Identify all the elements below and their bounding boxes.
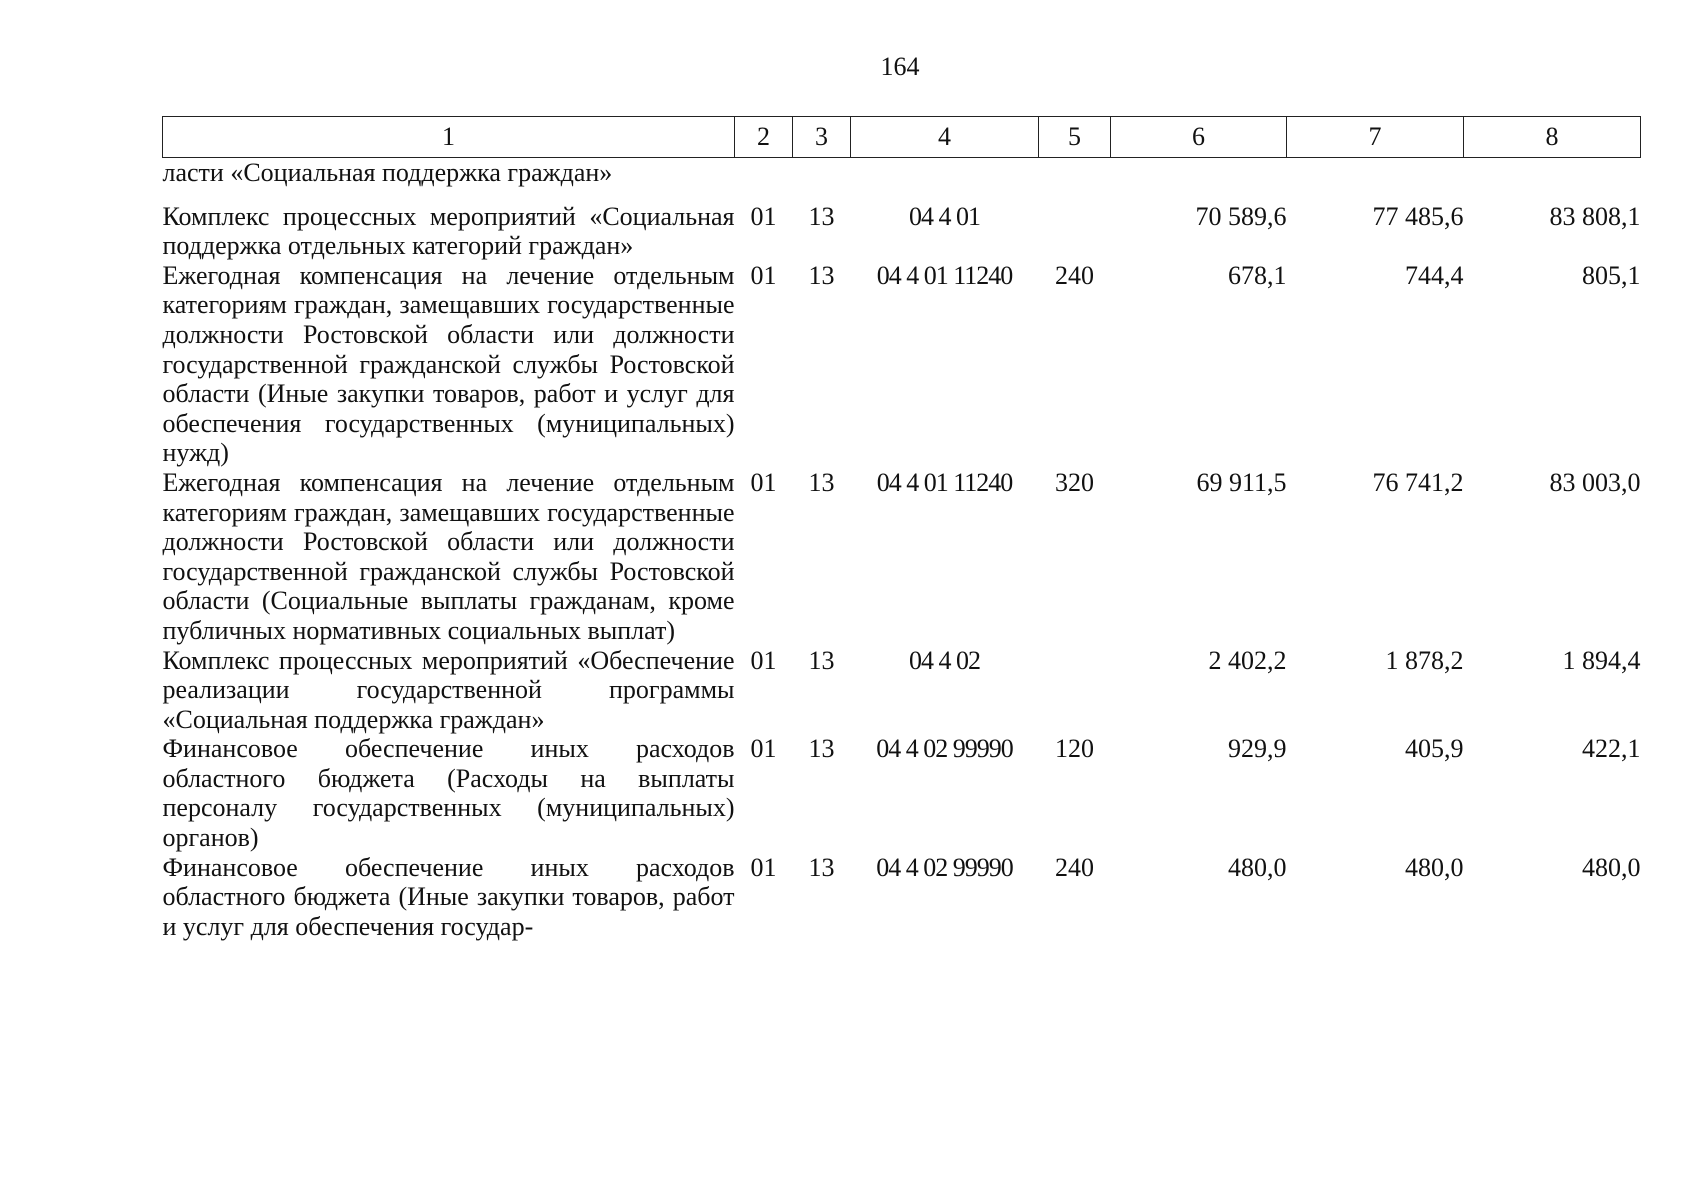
row-y2: 76 741,2 xyxy=(1372,467,1464,497)
column-header: 2 xyxy=(735,117,793,158)
row-vr xyxy=(1039,202,1111,261)
row-name: Комплекс процессных мероприятий «Социальная поддержка отдельных категорий граждан» xyxy=(162,201,735,261)
row-vr: 320 xyxy=(1055,467,1094,497)
row-pr: 13 xyxy=(808,260,835,290)
row-rz: 01 xyxy=(750,260,777,290)
table-row xyxy=(163,853,1641,942)
row-y3: 83 003,0 xyxy=(1549,467,1641,497)
continuation-row xyxy=(163,158,1641,202)
row-pr: 13 xyxy=(808,201,835,231)
table-row xyxy=(163,468,1641,646)
row-pr: 13 xyxy=(808,645,835,675)
row-y3: 480,0 xyxy=(1582,852,1641,882)
column-header: 7 xyxy=(1287,117,1464,158)
row-rz: 01 xyxy=(750,734,777,764)
budget-table xyxy=(162,116,1641,941)
row-csr: 04 4 02 99990 xyxy=(876,852,1013,882)
row-name: Ежегодная компенсация на лечение отдельным категориям граждан, замещавших государственные должности Ростовской области или должности государственной гражданской службы Ростовской области (Иные закупки товаров, работ и услуг для обеспечения государственных (муниципальных) нужд) xyxy=(162,260,735,468)
row-y1: 678,1 xyxy=(1228,260,1287,290)
page-number: 164 xyxy=(880,52,920,81)
row-csr: 04 4 02 xyxy=(909,645,980,675)
row-pr: 13 xyxy=(808,852,835,882)
row-name: Финансовое обеспечение иных расходов областного бюджета (Расходы на выплаты персоналу государственных (муниципальных) органов) xyxy=(162,734,735,853)
row-csr: 04 4 01 11240 xyxy=(876,467,1013,497)
row-y3: 1 894,4 xyxy=(1562,645,1641,675)
row-vr: 120 xyxy=(1055,734,1094,764)
row-y1: 929,9 xyxy=(1228,734,1287,764)
row-rz: 01 xyxy=(750,852,777,882)
row-y2: 1 878,2 xyxy=(1385,645,1464,675)
table-row xyxy=(163,646,1641,735)
row-y3: 422,1 xyxy=(1582,734,1641,764)
column-header: 4 xyxy=(851,117,1039,158)
row-y1: 2 402,2 xyxy=(1208,645,1287,675)
row-csr: 04 4 01 11240 xyxy=(876,260,1013,290)
table-row xyxy=(163,734,1641,852)
row-y2: 77 485,6 xyxy=(1372,201,1464,231)
row-csr: 04 4 01 xyxy=(909,201,980,231)
row-y1: 69 911,5 xyxy=(1196,467,1287,497)
row-y1: 480,0 xyxy=(1228,852,1287,882)
row-rz: 01 xyxy=(750,645,777,675)
row-rz: 01 xyxy=(750,467,777,497)
row-name: Финансовое обеспечение иных расходов областного бюджета (Иные закупки товаров, работ и услуг для обеспечения государ- xyxy=(162,852,735,941)
table-row xyxy=(163,261,1641,468)
row-y2: 405,9 xyxy=(1405,734,1464,764)
row-y3: 805,1 xyxy=(1582,260,1641,290)
continuation-text: ласти «Социальная поддержка граждан» xyxy=(162,158,613,187)
row-name: Комплекс процессных мероприятий «Обеспечение реализации государственной программы «Социальная поддержка граждан» xyxy=(162,645,735,734)
header-row xyxy=(163,117,1641,158)
row-vr: 240 xyxy=(1055,260,1094,290)
row-y3: 83 808,1 xyxy=(1549,201,1641,231)
row-rz: 01 xyxy=(750,201,777,231)
row-y1: 70 589,6 xyxy=(1195,201,1287,231)
column-header: 6 xyxy=(1111,117,1287,158)
row-y2: 480,0 xyxy=(1405,852,1464,882)
column-header: 5 xyxy=(1039,117,1111,158)
row-csr: 04 4 02 99990 xyxy=(876,734,1013,764)
column-header: 1 xyxy=(163,117,735,158)
row-name: Ежегодная компенсация на лечение отдельным категориям граждан, замещавших государственные должности Ростовской области или должности государственной гражданской службы Ростовской области (Социальные выплаты гражданам, кроме публичных нормативных социальных выплат) xyxy=(162,467,735,645)
row-pr: 13 xyxy=(808,467,835,497)
row-y2: 744,4 xyxy=(1405,260,1464,290)
table-row xyxy=(163,202,1641,261)
row-pr: 13 xyxy=(808,734,835,764)
row-vr: 240 xyxy=(1055,852,1094,882)
column-header: 3 xyxy=(793,117,851,158)
row-vr xyxy=(1039,646,1111,735)
column-header: 8 xyxy=(1464,117,1641,158)
